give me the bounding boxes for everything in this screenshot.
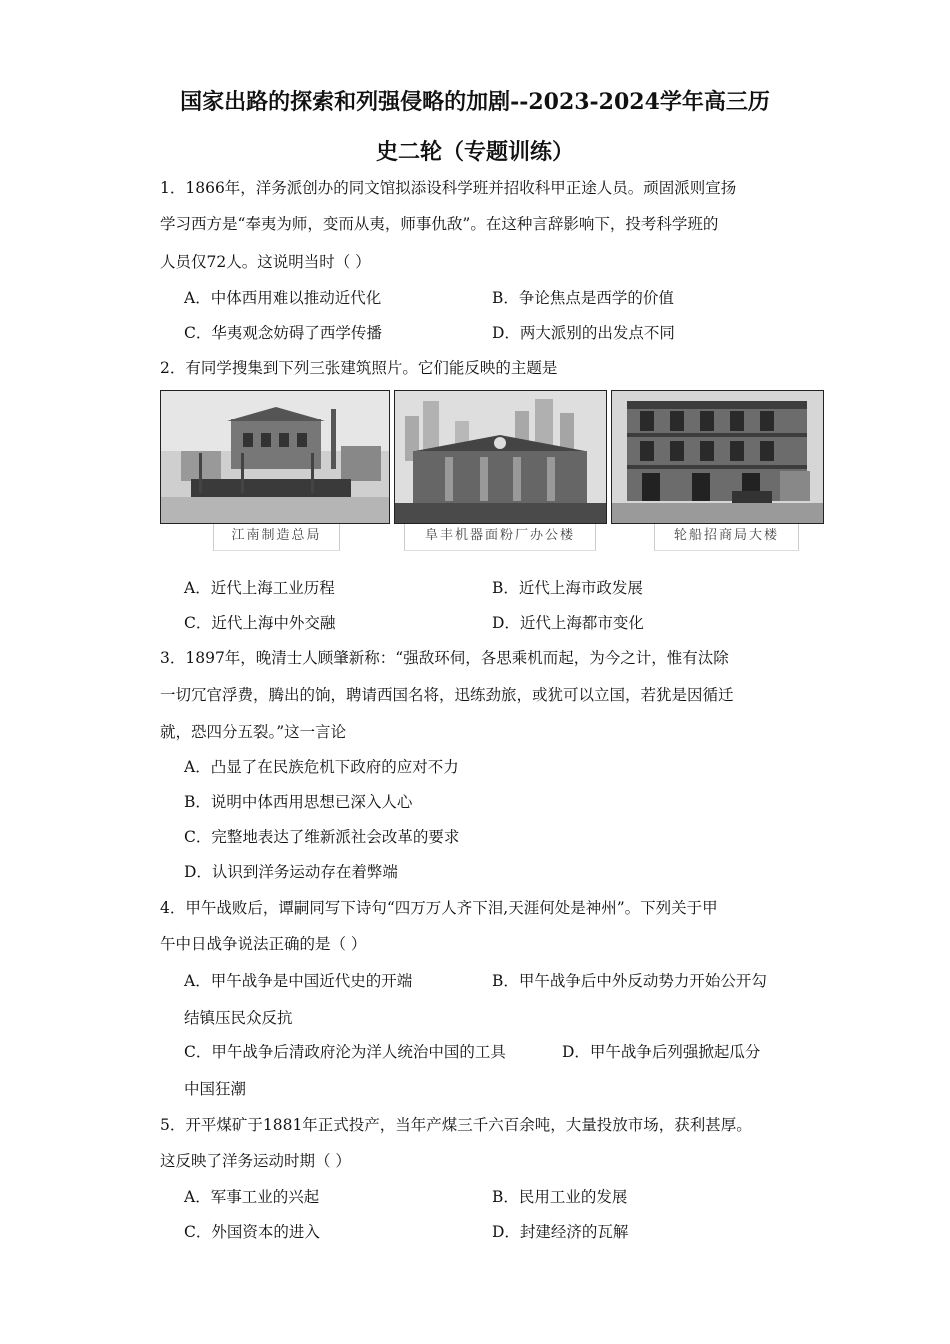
question-1-option-c: C．华夷观念妨碍了西学传播: [184, 324, 382, 342]
question-3-option-d: D．认识到洋务运动存在着弊端: [184, 863, 398, 881]
question-2-option-c: C．近代上海中外交融: [184, 614, 336, 632]
building-photo-2: [395, 391, 606, 523]
question-1-option-b: B．争论焦点是西学的价值: [492, 289, 674, 307]
question-2-option-b: B．近代上海市政发展: [492, 579, 643, 597]
building-photo-1: [161, 391, 389, 523]
photo-jiangnan-arsenal: [160, 390, 390, 524]
title-line-1: 国家出路的探索和列强侵略的加剧--2023-2024学年高三历: [180, 89, 770, 115]
question-1-stem-line: 学习西方是“奉夷为师，变而从夷，师事仇敌”。在这种言辞影响下，投考科学班的: [160, 215, 719, 233]
question-2-option-d: D．近代上海都市变化: [492, 614, 644, 632]
photo-caption-1: 江南制造总局: [213, 524, 340, 551]
question-5-stem-line: 这反映了洋务运动时期（ ）: [160, 1152, 351, 1170]
question-4-stem-line: 4．甲午战败后，谭嗣同写下诗句“四万万人齐下泪,天涯何处是神州”。下列关于甲: [160, 899, 718, 917]
question-3-stem-line: 3．1897年，晚清士人顾肇新称：“强敌环伺，各思乘机而起，为今之计，惟有汰除: [160, 649, 729, 667]
question-3-option-a: A．凸显了在民族危机下政府的应对不力: [184, 758, 459, 776]
question-4-option-a: A．甲午战争是中国近代史的开端: [184, 972, 413, 990]
question-5-option-d: D．封建经济的瓦解: [492, 1223, 629, 1241]
question-4-option-c: C．甲午战争后清政府沦为洋人统治中国的工具: [184, 1043, 506, 1061]
question-5-stem-line: 5．开平煤矿于1881年正式投产，当年产煤三千六百余吨，大量投放市场，获利甚厚。: [160, 1116, 752, 1134]
question-4-option-d-continued: 中国狂潮: [184, 1080, 247, 1098]
question-2-option-a: A．近代上海工业历程: [184, 579, 335, 597]
question-3-option-c: C．完整地表达了维新派社会改革的要求: [184, 828, 460, 846]
question-2-stem-line: 2．有同学搜集到下列三张建筑照片。它们能反映的主题是: [160, 359, 558, 377]
question-5-option-c: C．外国资本的进入: [184, 1223, 320, 1241]
question-4-option-b-continued: 结镇压民众反抗: [184, 1009, 293, 1027]
photo-merchants-steam-building: [611, 390, 824, 524]
question-4-stem-line: 午中日战争说法正确的是（ ）: [160, 935, 367, 953]
question-1-stem-line: 人员仅72人。这说明当时（ ）: [160, 253, 371, 271]
question-5-option-a: A．军事工业的兴起: [184, 1188, 320, 1206]
question-1-option-a: A．中体西用难以推动近代化: [184, 289, 382, 307]
question-3-option-b: B．说明中体西用思想已深入人心: [184, 793, 413, 811]
photo-caption-2: 阜丰机器面粉厂办公楼: [404, 524, 596, 551]
question-3-stem-line: 一切冗官浮费，腾出的饷，聘请西国名将，迅练劲旅，或犹可以立国，若犹是因循迁: [160, 686, 734, 704]
building-photo-3: [612, 391, 823, 523]
photo-caption-3: 轮船招商局大楼: [654, 524, 799, 551]
question-5-option-b: B．民用工业的发展: [492, 1188, 628, 1206]
question-1-option-d: D．两大派别的出发点不同: [492, 324, 675, 342]
question-3-stem-line: 就，恐四分五裂。”这一言论: [160, 723, 347, 741]
question-1-stem-line: 1．1866年，洋务派创办的同文馆拟添设科学班并招收科甲正途人员。顽固派则宣扬: [160, 179, 737, 197]
title-line-2: 史二轮（专题训练）: [375, 139, 574, 165]
photo-fufeng-flour-mill: [394, 390, 607, 524]
question-4-option-d: D．甲午战争后列强掀起瓜分: [562, 1043, 761, 1061]
question-4-option-b: B．甲午战争后中外反动势力开始公开勾: [492, 972, 767, 990]
